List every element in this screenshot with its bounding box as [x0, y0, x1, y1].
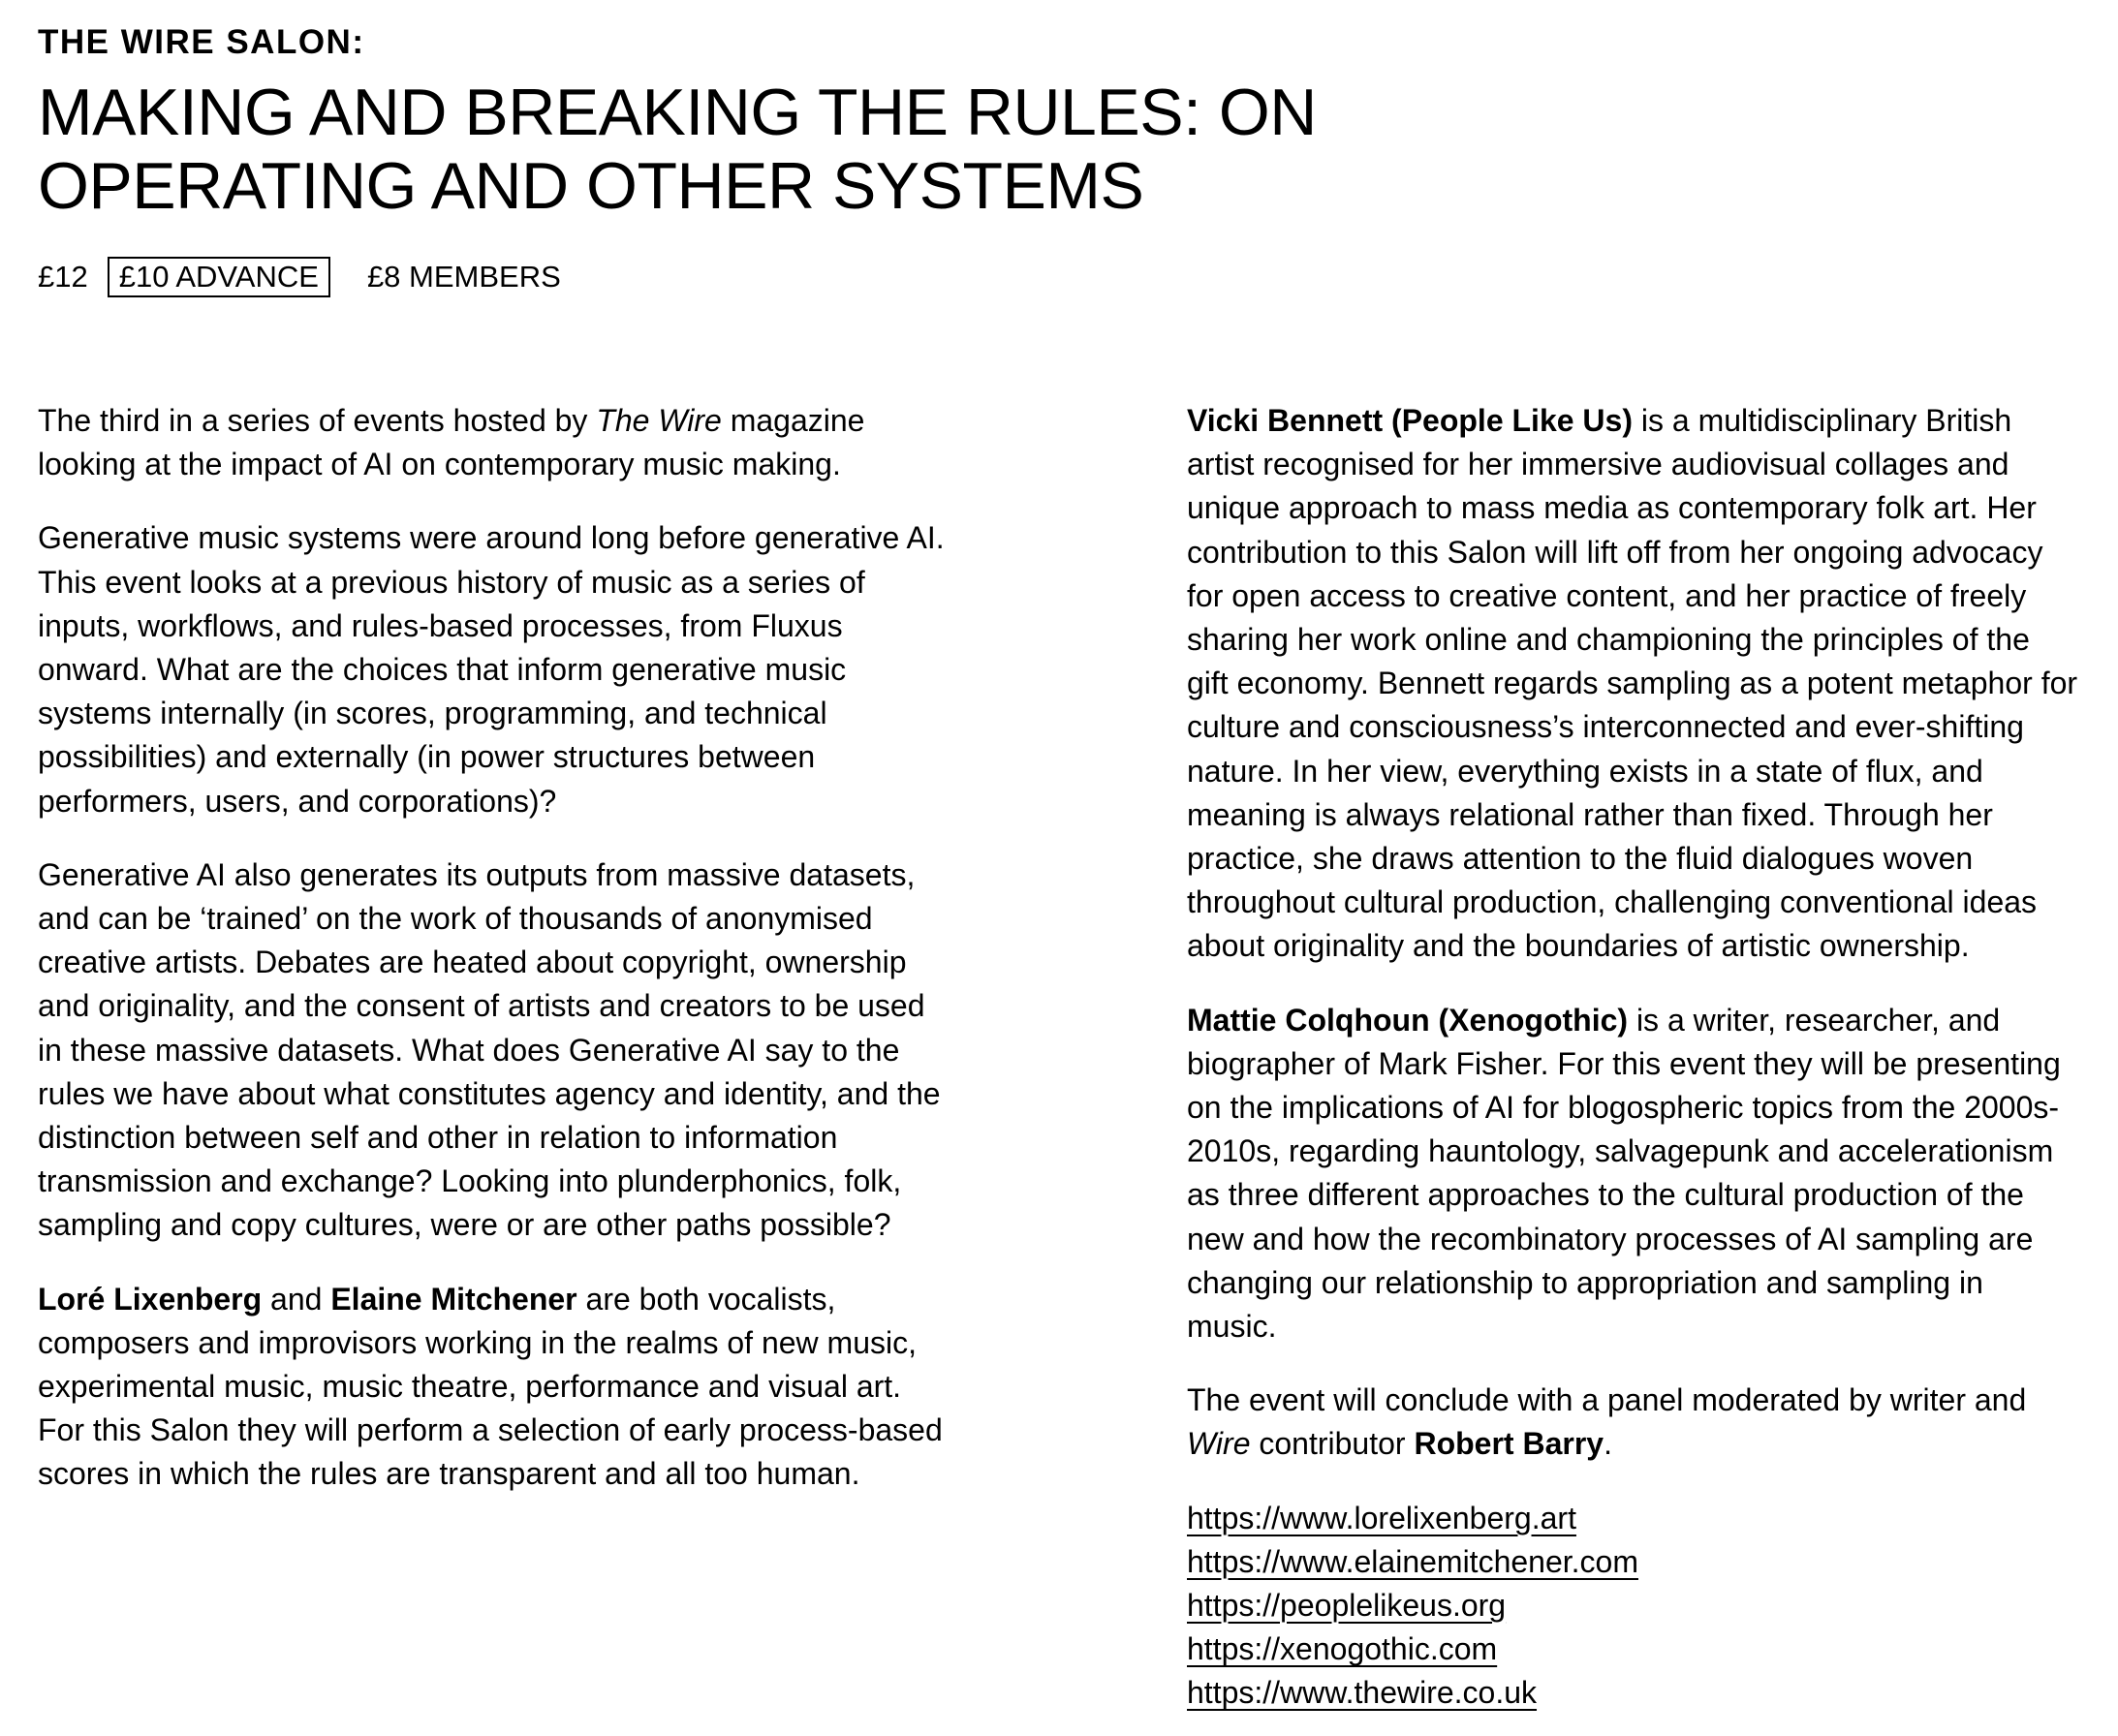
- bennett-paragraph: [1187, 399, 2078, 969]
- link-thewire[interactable]: https://www.thewire.co.uk: [1187, 1675, 1538, 1711]
- performer-name-mitchener: Elaine Mitchener: [330, 1281, 577, 1317]
- link-lorelixenberg[interactable]: https://www.lorelixenberg.art: [1187, 1500, 1576, 1535]
- price-advance-selected[interactable]: £10 ADVANCE: [108, 257, 330, 297]
- price-members[interactable]: £8 MEMBERS: [366, 260, 561, 294]
- moderator-name: Robert Barry: [1414, 1426, 1604, 1462]
- ticket-prices: [38, 257, 580, 297]
- performers-description: are both vocalists, composers and improvisors working in the realms of new music, experimental music, music theatre, performance and visual art. For this Salon they will perform a selection of early process-based scores in which the rules are transparent and all too human.: [38, 1281, 943, 1492]
- panel-text-end: .: [1604, 1426, 1612, 1462]
- generative-systems-paragraph: Generative music systems were around long before generative AI. This event looks at a previous history of music as a series of inputs, workflows, and rules-based processes, from Fluxus onward. What are the choices that inform generative music systems internally (in scores, programming, and technical possibilities) and externally (in power structures between performers, users, and corporations)?: [38, 520, 945, 819]
- intro-text-end: magazine looking at the impact of AI on contemporary music making.: [38, 403, 865, 482]
- link-elainemitchener[interactable]: https://www.elainemitchener.com: [1187, 1543, 1638, 1579]
- speaker-name-bennett: Vicki Bennett (People Like Us): [1187, 403, 1633, 438]
- description-column-right: [1187, 399, 2078, 1716]
- bennett-bio: is a multidisciplinary British artist recognised for her immersive audiovisual collages and unique approach to mass media as contemporary folk art. Her contribution to this Salon will lift off from her ongoing advocacy for open access to creative content, and her practice of freely sharing her work online and championing the principles of the gift economy. Bennett regards sampling as a potent metaphor for culture and consciousness’s interconnected and ever-shifting nature. In her view, everything exists in a state of flux, and meaning is always relational rather than fixed. Through her practice, she draws attention to the fluid dialogues woven throughout cultural production, challenging conventional ideas about originality and the boundaries of artistic ownership.: [1187, 403, 2078, 964]
- description-column-left: [38, 399, 949, 1527]
- speaker-name-colqhoun: Mattie Colqhoun (Xenogothic): [1187, 1002, 1629, 1038]
- event-series-label: THE WIRE SALON:: [38, 23, 365, 61]
- panel-text-start: The event will conclude with a panel moderated by writer and: [1187, 1382, 2027, 1418]
- colqhoun-bio: is a writer, researcher, and biographer of Mark Fisher. For this event they will be presenting on the implications of AI for blogospheric topics from the 2000s-2010s, regarding hauntology, salvagepunk and accelerationism as three different approaches to the cultural production of the new and how the recombinatory processes of AI sampling are changing our relationship to appropriation and sampling in music.: [1187, 1002, 2061, 1345]
- generative-ai-paragraph: Generative AI also generates its outputs from massive datasets, and can be ‘trained’ on the work of thousands of anonymised creative artists. Debates are heated about copyright, ownership and originality, and the consent of artists and creators to be used in these massive datasets. What does Generative AI say to the rules we have about what constitutes agency and identity, and the distinction between self and other in relation to information transmission and exchange? Looking into plunderphonics, folk, sampling and copy cultures, were or are other paths possible?: [38, 856, 941, 1243]
- performer-name-lixenberg: Loré Lixenberg: [38, 1281, 263, 1317]
- link-peoplelikeus[interactable]: https://peoplelikeus.org: [1187, 1588, 1507, 1624]
- performers-paragraph: [38, 1278, 949, 1497]
- intro-text-start: The third in a series of events hosted by: [38, 403, 597, 438]
- panel-paragraph: [1187, 1379, 2078, 1466]
- panel-text-middle: contributor: [1250, 1426, 1415, 1462]
- colqhoun-paragraph: [1187, 999, 2078, 1349]
- price-standard[interactable]: £12: [38, 260, 88, 294]
- links-list: [1187, 1497, 2078, 1716]
- intro-paragraph: [38, 399, 949, 486]
- conjunction-text: and: [262, 1281, 331, 1317]
- magazine-name: The Wire: [596, 403, 722, 438]
- page-title: MAKING AND BREAKING THE RULES: ON OPERATING AND OTHER SYSTEMS: [38, 76, 1317, 223]
- event-page: [38, 0, 2082, 1736]
- magazine-short-name: Wire: [1187, 1426, 1251, 1462]
- link-xenogothic[interactable]: https://xenogothic.com: [1187, 1631, 1498, 1667]
